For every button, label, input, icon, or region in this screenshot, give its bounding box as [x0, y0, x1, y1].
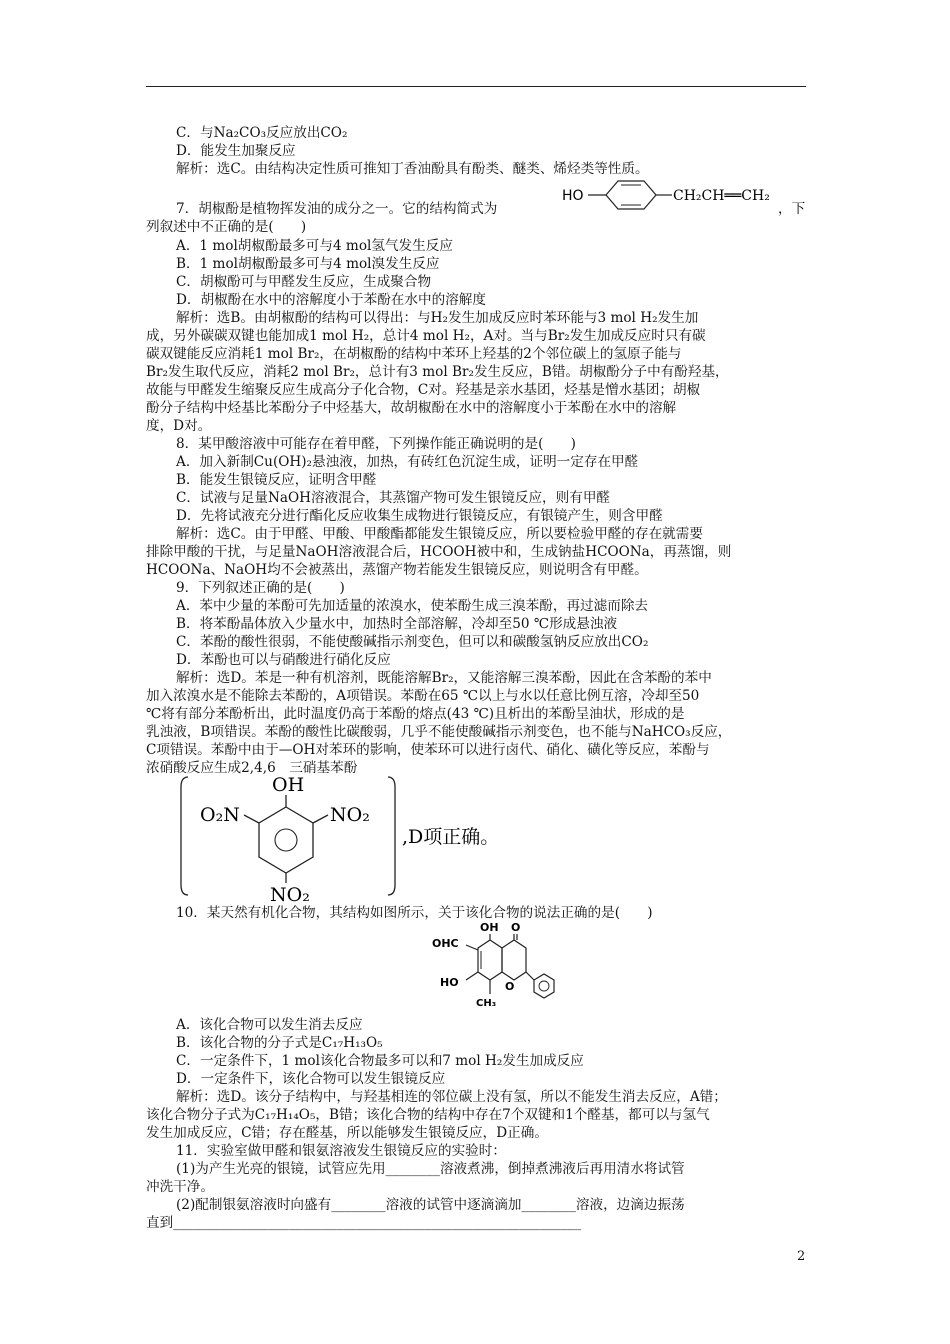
- q9-analysis-6: 浓硝酸反应生成2,4,6 三硝基苯酚: [146, 760, 358, 776]
- q9-analysis-2: 加入浓溴水是不能除去苯酚的，A项错误。苯酚在65 ℃以上与水以任意比例互溶，冷却至50: [146, 688, 700, 704]
- q7-analysis-4: Br₂发生取代反应，消耗2 mol Br₂，总计有3 mol Br₂发生反应，B错。胡椒酚分子中有酚羟基，: [146, 364, 729, 380]
- q10-ring-o: O: [505, 980, 515, 993]
- tnp-oh-label: OH: [272, 774, 305, 796]
- q8-option-a: A．加入新制Cu(OH)₂悬浊液，加热，有砖红色沉淀生成，证明一定存在甲醛: [176, 454, 639, 470]
- q8-stem: 8．某甲酸溶液中可能存在着甲醛，下列操作能正确说明的是( ): [176, 436, 576, 452]
- q7-option-d: D．胡椒酚在水中的溶解度小于苯酚在水中的溶解度: [176, 292, 486, 308]
- q8-analysis-3: HCOONa、NaOH均不会被蒸出，蒸馏产物若能发生银镜反应，则说明含有甲醛。: [146, 562, 648, 578]
- tnp-benzene-ring: [259, 807, 313, 873]
- q11-part2: (2)配制银氨溶液时向盛有________溶液的试管中逐滴滴加________溶液，边滴边振荡: [176, 1197, 685, 1213]
- q7-analysis-7: 度，D对。: [146, 418, 212, 434]
- q9-analysis-5: C项错误。苯酚中由于—OH对苯环的影响，使苯环可以进行卤代、硝化、磺化等反应，苯酚与: [146, 742, 710, 758]
- q9-option-a: A．苯中少量的苯酚可先加适量的浓溴水，使苯酚生成三溴苯酚，再过滤而除去: [176, 598, 649, 614]
- q6-option-d: D．能发生加聚反应: [176, 143, 296, 159]
- header-rule: [146, 86, 806, 87]
- q10-option-c: C．一定条件下，1 mol该化合物最多可以和7 mol H₂发生加成反应: [176, 1053, 584, 1069]
- q8-option-b: B．能发生银镜反应，证明含甲醛: [176, 472, 377, 488]
- q8-option-c: C．试液与足量NaOH溶液混合，其蒸馏产物可发生银镜反应，则有甲醛: [176, 490, 611, 506]
- q9-stem: 9．下列叙述正确的是( ): [176, 580, 345, 596]
- q10-analysis-2: 该化合物分子式为C₁₇H₁₄O₅，B错；该化合物的结构中存在7个双键和1个醛基，都可以与氢气: [146, 1107, 710, 1123]
- q6-analysis: 解析：选C。由结构决定性质可推知丁香油酚具有酚类、醚类、烯烃类等性质。: [176, 161, 649, 177]
- q9-analysis-1: 解析：选D。苯是一种有机溶剂，既能溶解Br₂，又能溶解三溴苯酚，因此在含苯酚的苯中: [176, 670, 712, 686]
- q10-stem: 10．某天然有机化合物，其结构如图所示，关于该化合物的说法正确的是( ): [176, 905, 653, 921]
- q7-option-a: A．1 mol胡椒酚最多可与4 mol氢气发生反应: [176, 238, 453, 254]
- q7-option-c: C．胡椒酚可与甲醛发生反应，生成聚合物: [176, 274, 432, 290]
- page-number: 2: [797, 1249, 806, 1264]
- q10-option-d: D．一定条件下，该化合物可以发生银镜反应: [176, 1071, 446, 1087]
- q10-option-b: B．该化合物的分子式是C₁₇H₁₃O₅: [176, 1035, 383, 1051]
- q9-analysis-4: 乳浊液，B项错误。苯酚的酸性比碳酸弱，几乎不能使酸碱指示剂变色，也不能与NaHCO₃反应，: [146, 724, 732, 740]
- q11-stem: 11．实验室做甲醛和银氨溶液发生银镜反应的实验时：: [176, 1143, 506, 1159]
- q6-option-c: C．与Na₂CO₃反应放出CO₂: [176, 125, 348, 141]
- tnp-bottom-nitro: NO₂: [270, 884, 310, 903]
- q7-stem: 7．胡椒酚是植物挥发油的成分之一。它的结构简式为: [176, 201, 498, 217]
- q9-option-d: D．苯酚也可以与硝酸进行硝化反应: [176, 652, 391, 668]
- q7-option-b: B．1 mol胡椒酚最多可与4 mol溴发生反应: [176, 256, 440, 272]
- q7-analysis-3: 碳双键能反应消耗1 mol Br₂，在胡椒酚的结构中苯环上羟基的2个邻位碳上的氢原子能与: [146, 346, 682, 362]
- q7-analysis-2: 成，另外碳碳双键也能加成1 mol H₂，总计4 mol H₂，A对。当与Br₂发生加成反应时只有碳: [146, 328, 706, 344]
- q11-part1: (1)为产生光亮的银镜，试管应先用________溶液煮沸，倒掉煮沸液后再用清水将试管: [176, 1161, 685, 1177]
- trinitrophenol-structure: [176, 773, 546, 903]
- tnp-right-nitro: NO₂: [330, 804, 370, 826]
- q10-structure: [430, 920, 560, 1010]
- q8-option-d: D．先将试液充分进行酯化反应收集生成物进行银镜反应，有银镜产生，则含甲醛: [176, 508, 663, 524]
- q9-analysis-3: ℃将有部分苯酚析出，此时温度仍高于苯酚的熔点(43 ℃)且析出的苯酚呈油状，形成的是: [146, 706, 685, 722]
- q11-part1-cont: 冲洗干净。: [146, 1179, 214, 1195]
- q7-analysis-1: 解析：选B。由胡椒酚的结构可以得出：与H₂发生加成反应时苯环能与3 mol H₂发生加: [176, 310, 699, 326]
- q7-analysis-6: 酚分子结构中烃基比苯酚分子中烃基大，故胡椒酚在水中的溶解度小于苯酚在水中的溶解: [146, 400, 677, 416]
- q7-stem-cont: 列叙述中不正确的是( ): [146, 219, 307, 235]
- q7-stem-tail: ，下: [778, 201, 806, 217]
- q10-ch3: CH₃: [476, 998, 497, 1009]
- q10-oh-top: OH: [480, 921, 499, 934]
- tnp-left-nitro: O₂N: [200, 804, 240, 826]
- q7-analysis-5: 故能与甲醛发生缩聚反应生成高分子化合物，C对。羟基是亲水基团，烃基是憎水基团；胡椒: [146, 382, 701, 398]
- q10-ho: HO: [440, 976, 459, 989]
- chavicol-structure: [560, 179, 790, 227]
- tnp-tail-text: ,D项正确。: [402, 826, 500, 848]
- chavicol-ho: HO: [562, 188, 584, 204]
- q10-analysis-3: 发生加成反应，C错；存在醛基，所以能够发生银镜反应，D正确。: [146, 1125, 548, 1141]
- q11-part2-cont: 直到____________________________________________________________: [146, 1215, 581, 1231]
- q10-analysis-1: 解析：选D。该分子结构中，与羟基相连的邻位碳上没有氢，所以不能发生消去反应，A错；: [176, 1089, 727, 1105]
- q10-option-a: A．该化合物可以发生消去反应: [176, 1017, 363, 1033]
- q10-ohc: OHC: [432, 937, 459, 950]
- q9-option-c: C．苯酚的酸性很弱，不能使酸碱指示剂变色，但可以和碳酸氢钠反应放出CO₂: [176, 634, 649, 650]
- q9-option-b: B．将苯酚晶体放入少量水中，加热时全部溶解，冷却至50 ℃形成悬浊液: [176, 616, 618, 632]
- q10-o-top: O: [511, 921, 521, 934]
- q8-analysis-2: 排除甲酸的干扰，与足量NaOH溶液混合后，HCOOH被中和，生成钠盐HCOONa，再蒸馏，则: [146, 544, 732, 560]
- q8-analysis-1: 解析：选C。由于甲醛、甲酸、甲酸酯都能发生银镜反应，所以要检验甲醛的存在就需要: [176, 526, 703, 542]
- chavicol-allyl: CH₂CH══CH₂: [673, 188, 770, 204]
